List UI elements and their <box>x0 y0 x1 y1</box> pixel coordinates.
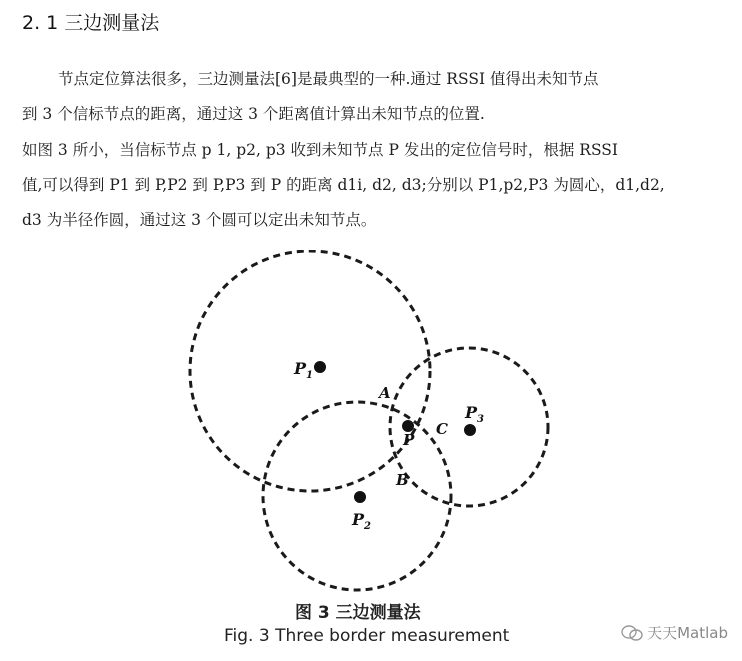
section-heading: 2. 1 三边测量法 <box>22 12 160 34</box>
label-p2: $P_2$ <box>352 510 371 532</box>
label-c: C <box>436 420 448 438</box>
paragraph-line-2: 到 3 个信标节点的距离，通过这 3 个距离值计算出未知节点的位置. <box>22 105 485 123</box>
label-p: P <box>403 431 415 449</box>
paragraph-line-1: 节点定位算法很多，三边测量法[6]是最典型的一种.通过 RSSI 值得出未知节点 <box>58 70 599 88</box>
figure-caption-cn: 图 3 三边测量法 <box>295 603 421 623</box>
node-p3-dot <box>464 424 476 436</box>
paragraph-line-4: 值,可以得到 P1 到 P,P2 到 P,P3 到 P 的距离 d1i, d2, d3;分别以 P1,p2,P3 为圆心，d1,d2, <box>22 176 665 194</box>
label-b: B <box>396 471 409 489</box>
node-p2-dot <box>354 491 366 503</box>
label-p1: $P_1$ <box>294 359 313 381</box>
figure-caption-en: Fig. 3 Three border measurement <box>224 626 510 646</box>
label-a: A <box>379 384 391 402</box>
watermark-text: 天天Matlab <box>647 624 728 642</box>
node-p1-dot <box>314 361 326 373</box>
watermark <box>621 622 728 643</box>
label-p3: $P_3$ <box>465 403 484 425</box>
paragraph-line-5: d3 为半径作圆，通过这 3 个圆可以定出未知节点。 <box>22 211 377 229</box>
wechat-icon <box>621 624 643 642</box>
trilateration-diagram <box>180 250 560 595</box>
paragraph-line-3: 如图 3 所小，当信标节点 p 1, p2, p3 收到未知节点 P 发出的定位信号时，根据 RSSI <box>22 141 619 159</box>
